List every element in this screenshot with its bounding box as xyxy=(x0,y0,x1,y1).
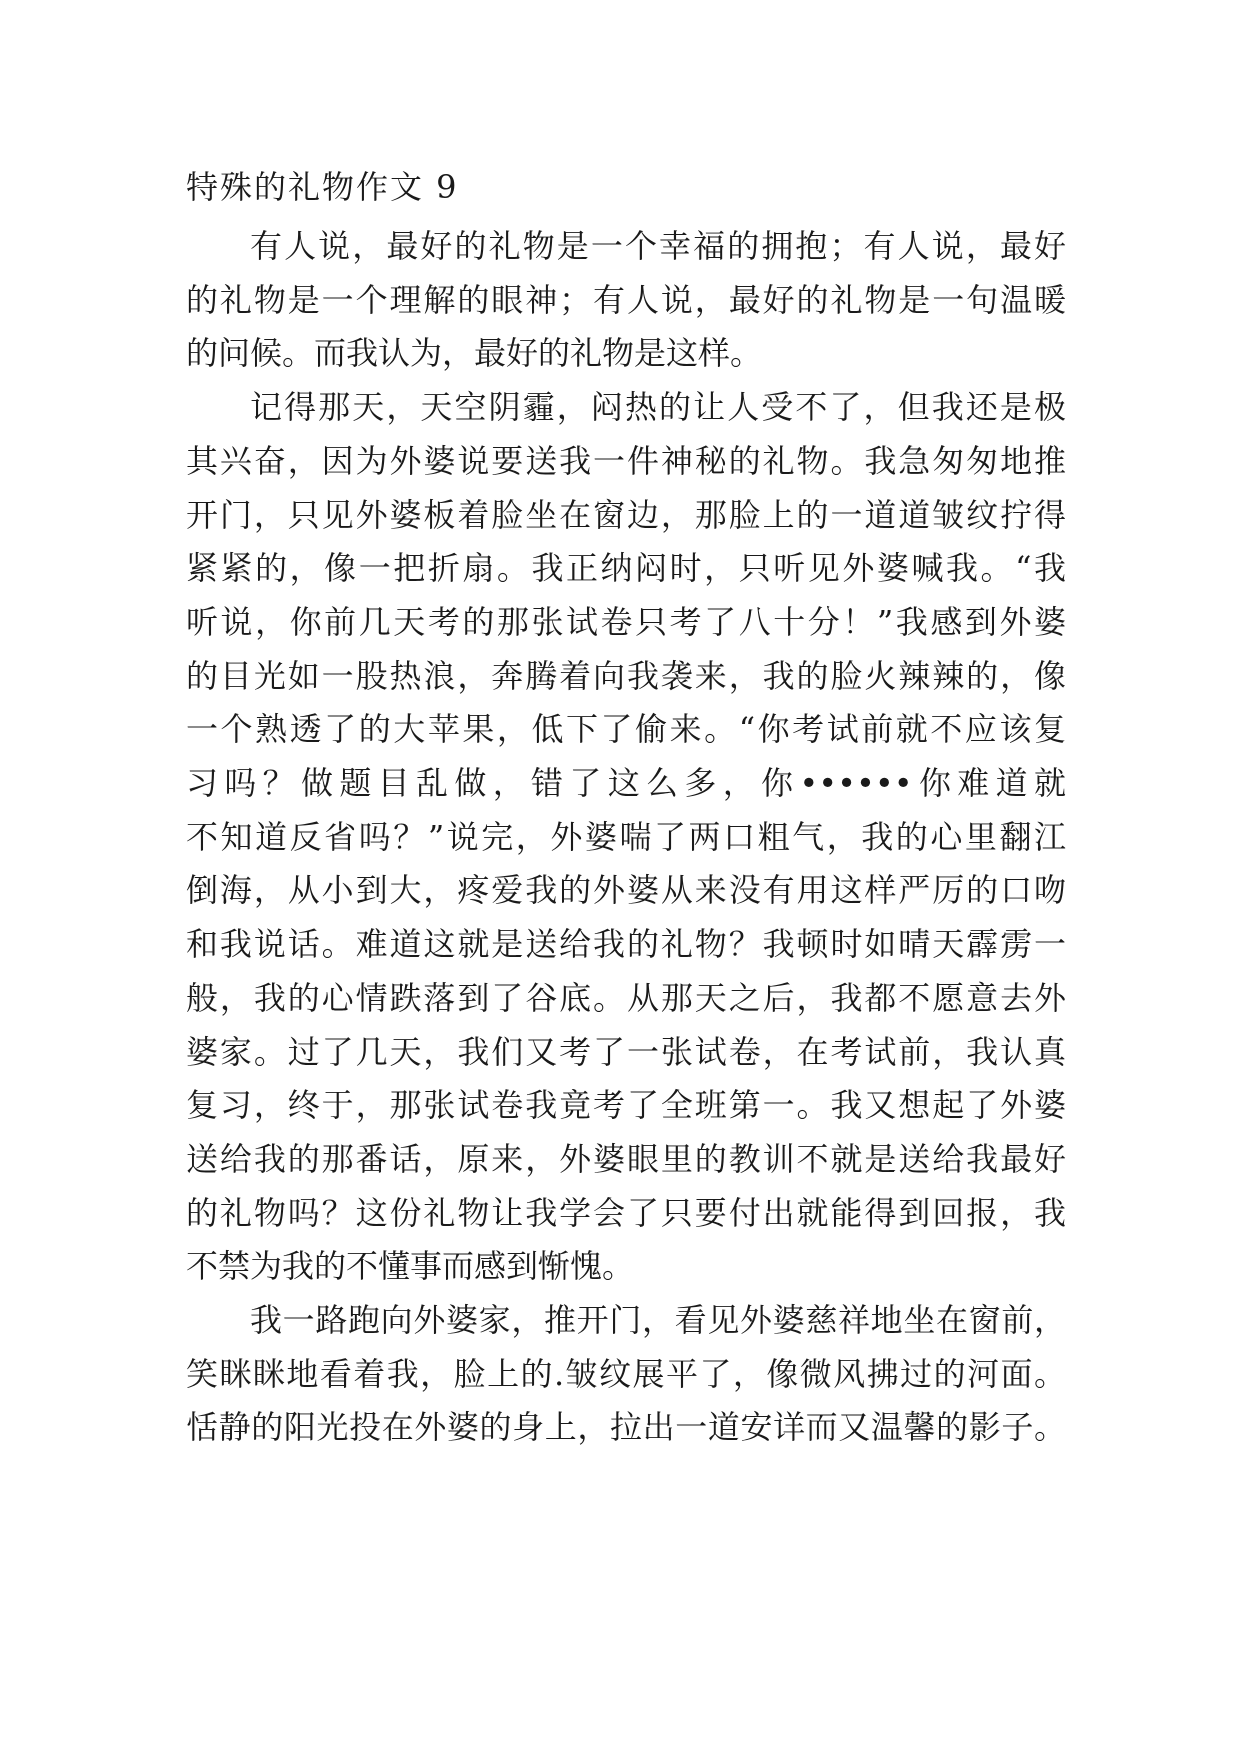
body-text-line: 的问候。而我认为，最好的礼物是这样。 xyxy=(186,334,763,372)
body-text-line: 的目光如一股热浪，奔腾着向我袭来，我的脸火辣辣的，像 xyxy=(186,657,1066,695)
document-title: 特殊的礼物作文 9 xyxy=(186,168,459,206)
body-text-line: 一个熟透了的大苹果，低下了偷来。“你考试前就不应该复 xyxy=(186,710,1066,748)
body-text-line: 婆家。过了几天，我们又考了一张试卷，在考试前，我认真 xyxy=(186,1033,1066,1071)
body-text-line: 我一路跑向外婆家，推开门，看见外婆慈祥地坐在窗前， xyxy=(250,1301,1066,1339)
body-text-line: 其兴奋，因为外婆说要送我一件神秘的礼物。我急匆匆地推 xyxy=(186,442,1066,480)
body-text-line: 习吗？做题目乱做，错了这么多，你••••••你难道就 xyxy=(186,764,1066,802)
body-text-line: 恬静的阳光投在外婆的身上，拉出一道安详而又温馨的影子。 xyxy=(186,1408,1066,1446)
body-text-line: 送给我的那番话，原来，外婆眼里的教训不就是送给我最好 xyxy=(186,1140,1066,1178)
body-text-line: 复习，终于，那张试卷我竟考了全班第一。我又想起了外婆 xyxy=(186,1086,1066,1124)
body-text-line: 开门，只见外婆板着脸坐在窗边，那脸上的一道道皱纹拧得 xyxy=(186,496,1066,534)
body-text-line: 不知道反省吗？”说完，外婆喘了两口粗气，我的心里翻江 xyxy=(186,818,1066,856)
body-text-line: 和我说话。难道这就是送给我的礼物？我顿时如晴天霹雳一 xyxy=(186,925,1066,963)
body-text-line: 记得那天，天空阴霾，闷热的让人受不了，但我还是极 xyxy=(250,388,1066,426)
body-text-line: 听说，你前几天考的那张试卷只考了八十分！”我感到外婆 xyxy=(186,603,1066,641)
body-text-line: 倒海，从小到大，疼爱我的外婆从来没有用这样严厉的口吻 xyxy=(186,871,1066,909)
body-text-line: 有人说，最好的礼物是一个幸福的拥抱；有人说，最好 xyxy=(250,227,1066,265)
body-text-line: 的礼物吗？这份礼物让我学会了只要付出就能得到回报，我 xyxy=(186,1194,1066,1232)
body-text-line: 笑眯眯地看着我，脸上的.皱纹展平了，像微风拂过的河面。 xyxy=(186,1355,1066,1393)
body-text-line: 不禁为我的不懂事而感到惭愧。 xyxy=(186,1247,635,1285)
body-text-line: 的礼物是一个理解的眼神；有人说，最好的礼物是一句温暖 xyxy=(186,281,1066,319)
body-text-line: 紧紧的，像一把折扇。我正纳闷时，只听见外婆喊我。“我 xyxy=(186,549,1066,587)
body-text-line: 般，我的心情跌落到了谷底。从那天之后，我都不愿意去外 xyxy=(186,979,1066,1017)
